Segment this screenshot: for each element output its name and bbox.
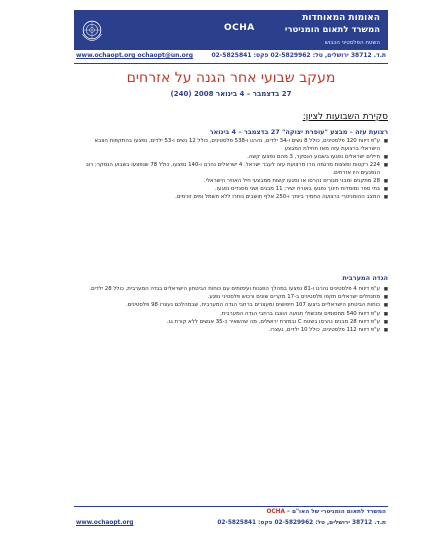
footer-address: ת.ד. 38712 ירושלים, טל: 02-5829962 פקס: 02-5825841 [217,520,386,526]
list-item: ■ ע"פ דיווח 28 מבנים נהרסו בשטח C ובמזרח ירושלים, מה שהשאיר כ-35 אנשים ללא קורת גג. [74,319,388,327]
west-bank-heading: הגדה המערבית [342,274,388,282]
footer-contact [74,520,388,529]
west-bank-bullet-list [74,286,388,335]
header-banner [74,10,388,50]
website-link[interactable]: www.ochaopt.org ochaopt@un.org [76,52,194,59]
list-item: ■ המצב ההומניטרי ברצועה החמיר ביותר ו-250 אלף תושבים נותרו ללא חשמל ומים זורמים. [74,194,388,202]
gaza-heading: רצועת עזה – מבצע "עופרת יצוקה" 27 בדצמבר – 4 בינואר [209,128,388,136]
gaza-bullet-list [74,138,388,202]
footer-divider [74,506,388,507]
un-emblem-icon [80,18,104,42]
section-title: סקירת השבועות לציון: [302,112,388,122]
contact-line [74,52,388,62]
list-item: ■ ע"פ דיווח 4 פלסטינים נהרגו ו-81 נפצעו במהלך הפגנות ועימותים עם כוחות הביטחון הישראלים בגדה המערבית, כולל 28 ילדים. [74,286,388,294]
list-item: ■ ע"פ דיווח 112 פלסטינים, כולל 10 ילדים, נעצרו. [74,327,388,335]
footer-office-name: המשרד לתאום הומניטרי של האו"ם – [287,509,386,515]
date-range: 27 בדצמבר – 4 בינואר 2008 (240) [170,90,292,98]
org-name: האומות המאוחדות [302,13,380,23]
footer-ocha-label: OCHA [266,509,285,515]
list-item: ■ ע"פ דיווח 120 פלסטינים, כולל 8 נשים ו-34 ילדים, נהרגו ו-538 פלסטינים, כולל 12 נשים ו-53 ילדים, נפצעו בהתקפות הצבא הישראלי ברצועת עזה מאז תחילת המבצע [74,138,388,153]
list-item: ■ 28 מתקנים ומבני מגורים נהרסו או נפגעו קשות ממבצעי חיל האוויר הישראלי. [74,178,388,186]
list-item: ■ בתי ספר ומוסדות חינוך נפגעו באורח ישיר; 11 מבנים ושני מסגדים נפגעו. [74,186,388,194]
list-item: ■ כוחות הביטחון הישראליים ביצעו 107 חיפושים ומעצרים ברחבי הגדה המערבית, שבמהלכם נעצרו 98 פלסטינים. [74,302,388,310]
footer-website-link[interactable]: www.ochaopt.org [76,520,134,526]
list-item: ■ חיילים ישראלים נפגעו בשבוע הנסקר, 3 מהם נפצעו קשה. [74,154,388,162]
list-item: ■ מתנחלים ישראלים תקפו פלסטינים ב-17 מקרים שונים ורכוש פלסטיני נפגע. [74,294,388,302]
territory-name: השטח הפלסטיני הכבוש [324,40,380,46]
office-name: המשרד לתאום הומניטרי [284,25,380,35]
footer-org [74,509,388,518]
ocha-label: OCHA [224,23,255,33]
page-title: מעקב שבועי אחר הגנה על אזרחים [126,70,336,86]
divider [74,63,388,64]
postal-address: ת.ד. 38712 ירושלים, טל: 02-5829962 פקס: 02-5825841 [211,52,386,59]
list-item: ■ ע"פ דיווח 540 מחסומים ומכשולי תנועה הוצבו ברחבי הגדה המערבית. [74,311,388,319]
list-item: ■ 224 רקטות ופצצות מרגמה נורו מרצועת עזה לעבר ישראל. 4 ישראלים נהרגו ו-140 נפצעו, כולל 78 שנפצעו בשבוע הנסקר; רוב הנפגעים היו אזרחים. [74,162,388,177]
